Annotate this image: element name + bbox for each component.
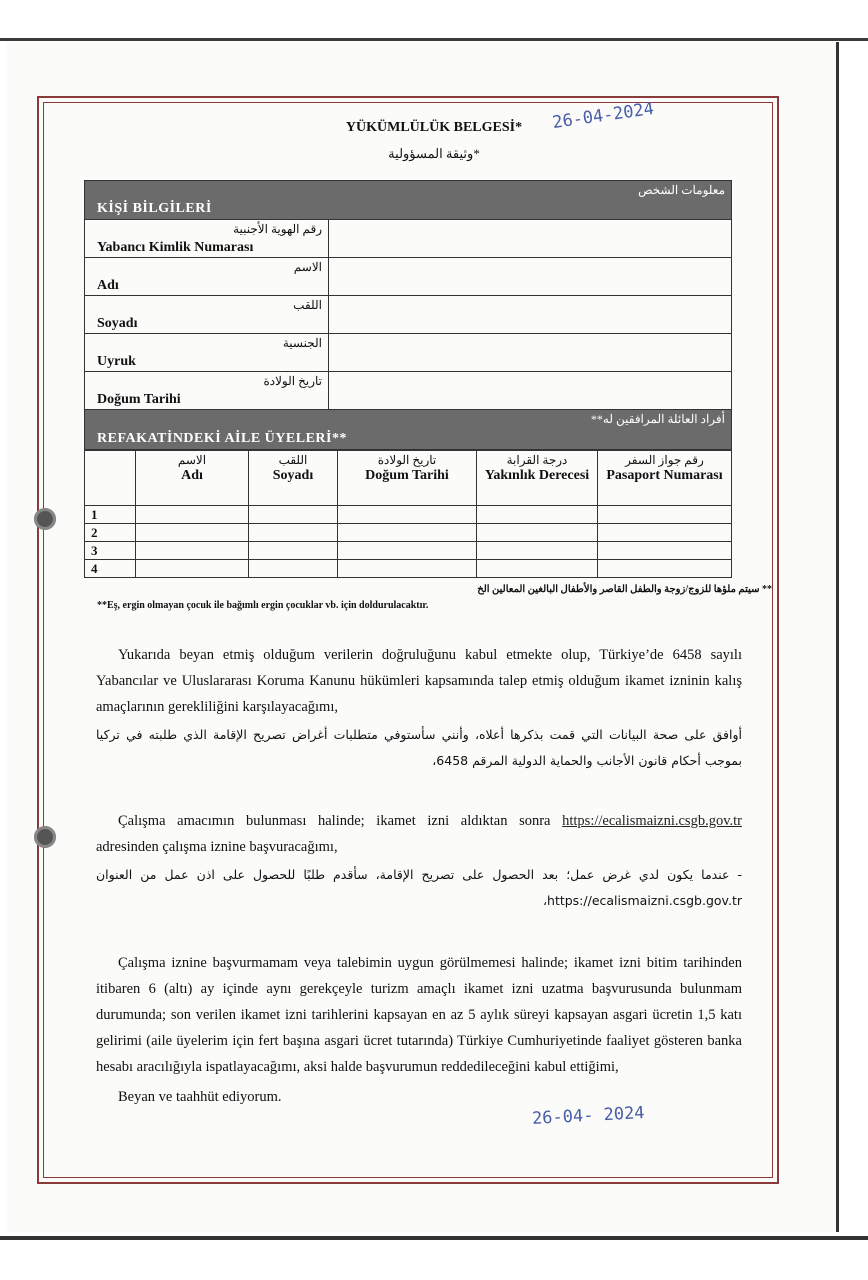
- ecalisma-link[interactable]: https://ecalismaizni.csgb.gov.tr: [562, 813, 742, 829]
- closing-statement: Beyan ve taahhüt ediyorum.: [118, 1089, 282, 1105]
- date-stamp-bottom: 26-04- 2024: [531, 1103, 646, 1129]
- table-row: 3: [85, 542, 732, 560]
- scan-top-edge: [0, 38, 868, 41]
- binder-hole-icon: [34, 826, 56, 848]
- table-row: 2: [85, 524, 732, 542]
- field-name: الاسم Adı: [84, 258, 732, 296]
- field-birth-date: تاريخ الولادة Doğum Tarihi: [84, 372, 732, 410]
- family-members-table: [84, 450, 732, 578]
- footnote-turkish: **Eş, ergin olmayan çocuk ile bağımlı ergin çocuklar vb. için doldurulacaktır.: [97, 600, 429, 611]
- field-foreign-id: رقم الهوية الأجنبية Yabancı Kimlik Numarası: [84, 220, 732, 258]
- personal-section-header: معلومات الشخص KİŞİ BİLGİLERİ: [84, 180, 732, 220]
- document-title-arabic: *وثيقة المسؤولية: [388, 146, 480, 161]
- paragraph-3: Çalışma iznine başvurmamam veya talebimin uygun görülmemesi halinde; ikamet izni bitim tarihinden itibaren 6 (altı) ay içinde aynı gerekçeyle turizm amaçlı ikamet izni uzatma başvurusunda bulunmam durumunda; son verilen ikamet izni tarihlerini kapsayan en az 5 aylık süreyi kapsayan asgari ücretin 1,5 katı gelirimi (aile üyelerim için fert başına asgari ücret tutarında) Türkiye Cumhuriyetinde faaliyet gösteren banka hesabı aracılığıyla ispatlayacağımı, aksi halde başvurumun reddedileceğini kabul ettiğimi, Beyan ve taahhüt ediyorum.: [96, 950, 742, 1110]
- col-relationship: درجة القرابة Yakınlık Derecesi: [477, 451, 598, 506]
- col-birth-date: تاريخ الولادة Doğum Tarihi: [338, 451, 477, 506]
- col-passport: رقم جواز السفر Pasaport Numarası: [598, 451, 732, 506]
- col-name: الاسم Adı: [136, 451, 249, 506]
- paragraph-1: Yukarıda beyan etmiş olduğum verilerin doğruluğunu kabul etmekte olup, Türkiye’de 6458 sayılı Yabancılar ve Uluslararası Koruma Kanunu hükümleri kapsamında talep etmiş olduğum ikamet izninin kalış amaçlarının gerekliliğini karşılayacağımı, أوافق على صحة البيانات التي قمت بذكرها أعلاه، وأنني سأستوفي متطلبات أغراض تصريح الإقامة الذي طلبته في تركيا بموجب أحكام قانون الأجانب والحماية الدولية المرقم 6458،: [96, 647, 742, 768]
- document-title: YÜKÜMLÜLÜK BELGESİ*: [345, 120, 523, 135]
- field-surname: اللقب Soyadı: [84, 296, 732, 334]
- col-surname: اللقب Soyadı: [249, 451, 338, 506]
- footnote-arabic: ** سيتم ملؤها للزوج/زوجة والطفل القاصر والأطفال البالغين المعالين الخ: [477, 584, 772, 595]
- personal-info-table: [84, 180, 732, 578]
- binder-hole-icon: [34, 508, 56, 530]
- table-row: 4: [85, 560, 732, 578]
- paragraph-2: Çalışma amacımın bulunması halinde; ikamet izni aldıktan sonra https://ecalismaizni.csgb.gov.tr adresinden çalışma iznine başvuracağımı, - عندما يكون لدي غرض عمل؛ بعد الحصول على تصريح الإقامة، سأقدم طلبًا للحصول على اذن عمل من العنوان https://ecalismaizni.csgb.gov.tr،: [96, 813, 742, 908]
- family-section-header: أفراد العائلة المرافقين له** REFAKATİNDEKİ AİLE ÜYELERİ**: [84, 410, 732, 450]
- scan-bottom-edge: [0, 1236, 868, 1240]
- family-header-row: [85, 451, 732, 506]
- field-nationality: الجنسية Uyruk: [84, 334, 732, 372]
- date-stamp-top: 26-04-2024: [551, 98, 656, 134]
- table-row: 1: [85, 506, 732, 524]
